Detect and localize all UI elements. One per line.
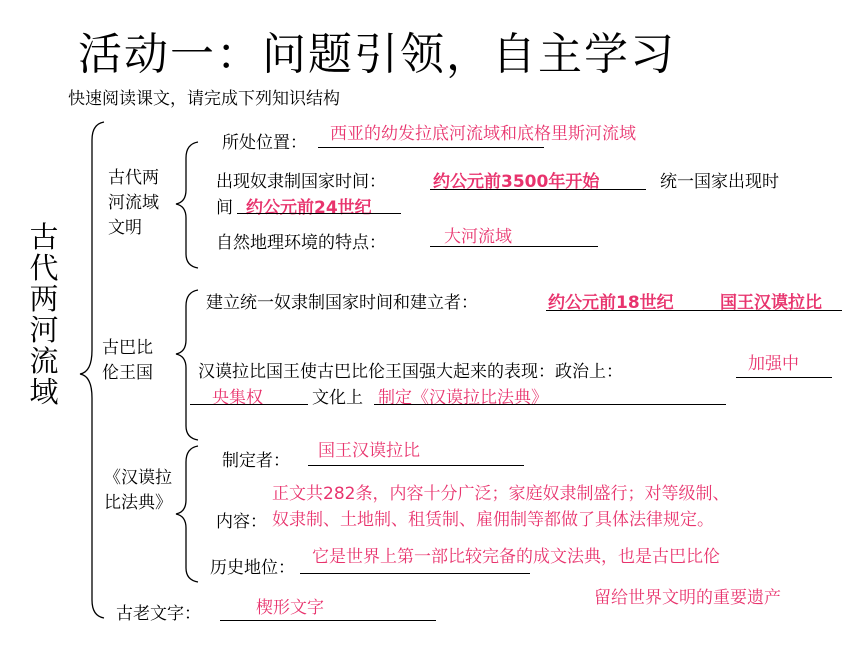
section-label-civilization: 古代两河流域文明 [108, 168, 159, 238]
writing-answer: 楔形文字 [256, 598, 324, 618]
location-label: 所处位置： [222, 133, 307, 153]
status-answer-2: 留给世界文明的重要遗产 [594, 588, 781, 608]
writing-label: 古老文字： [116, 604, 201, 624]
section-label-babylon: 古巴比伦王国 [102, 338, 153, 383]
location-blank [318, 147, 544, 148]
environment-blank [430, 246, 598, 247]
politics-answer-2: 央集权 [212, 388, 263, 408]
content-answer-1: 正文共282条，内容十分广泛；家庭奴隶制盛行；对等级制、 [272, 484, 730, 504]
unify-answer: 约公元前24世纪 [246, 198, 372, 218]
culture-answer: 制定《汉谟拉比法典》 [378, 388, 548, 408]
culture-label: 文化上 [312, 388, 363, 408]
power-label: 汉谟拉比国王使古巴比伦王国强大起来的表现：政治上： [198, 362, 623, 382]
culture-blank [374, 404, 726, 405]
unify-blank [237, 213, 401, 214]
status-answer-1: 它是世界上第一部比较完备的成文法典，也是古巴比伦 [312, 547, 720, 567]
content-label: 内容： [216, 512, 267, 532]
unify-label-cont: 间 [216, 198, 233, 218]
maker-answer: 国王汉谟拉比 [318, 441, 420, 461]
slavery-time-blank [430, 189, 646, 190]
slavery-time-label: 出现奴隶制国家时间： [216, 172, 386, 192]
founding-blank [546, 310, 842, 311]
location-answer: 西亚的幼发拉底河流域和底格里斯河流域 [330, 124, 636, 144]
founding-answer-time: 约公元前18世纪 [548, 293, 674, 313]
environment-answer: 大河流域 [444, 227, 512, 247]
status-label: 历史地位： [210, 558, 295, 578]
section-label-code: 《汉谟拉比法典》 [104, 468, 172, 513]
politics-blank-1 [736, 377, 832, 378]
maker-label: 制定者： [222, 451, 290, 471]
politics-blank-2 [190, 404, 308, 405]
founding-answer-founder: 国王汉谟拉比 [720, 293, 822, 313]
writing-blank [220, 620, 436, 621]
instruction-text: 快速阅读课文，请完成下列知识结构 [68, 89, 340, 109]
politics-answer-1: 加强中 [748, 354, 799, 374]
founding-label: 建立统一奴隶制国家时间和建立者： [206, 293, 478, 313]
maker-blank [308, 465, 524, 466]
status-blank [300, 573, 530, 574]
unify-label: 统一国家出现时 [660, 172, 779, 192]
main-topic: 古代两河流域 [29, 220, 59, 409]
page-title: 活动一：问题引领，自主学习 [78, 29, 676, 80]
environment-label: 自然地理环境的特点： [216, 233, 386, 253]
slavery-time-answer: 约公元前3500年开始 [433, 172, 600, 192]
content-answer-2: 奴隶制、土地制、租赁制、雇佣制等都做了具体法律规定。 [272, 510, 714, 530]
